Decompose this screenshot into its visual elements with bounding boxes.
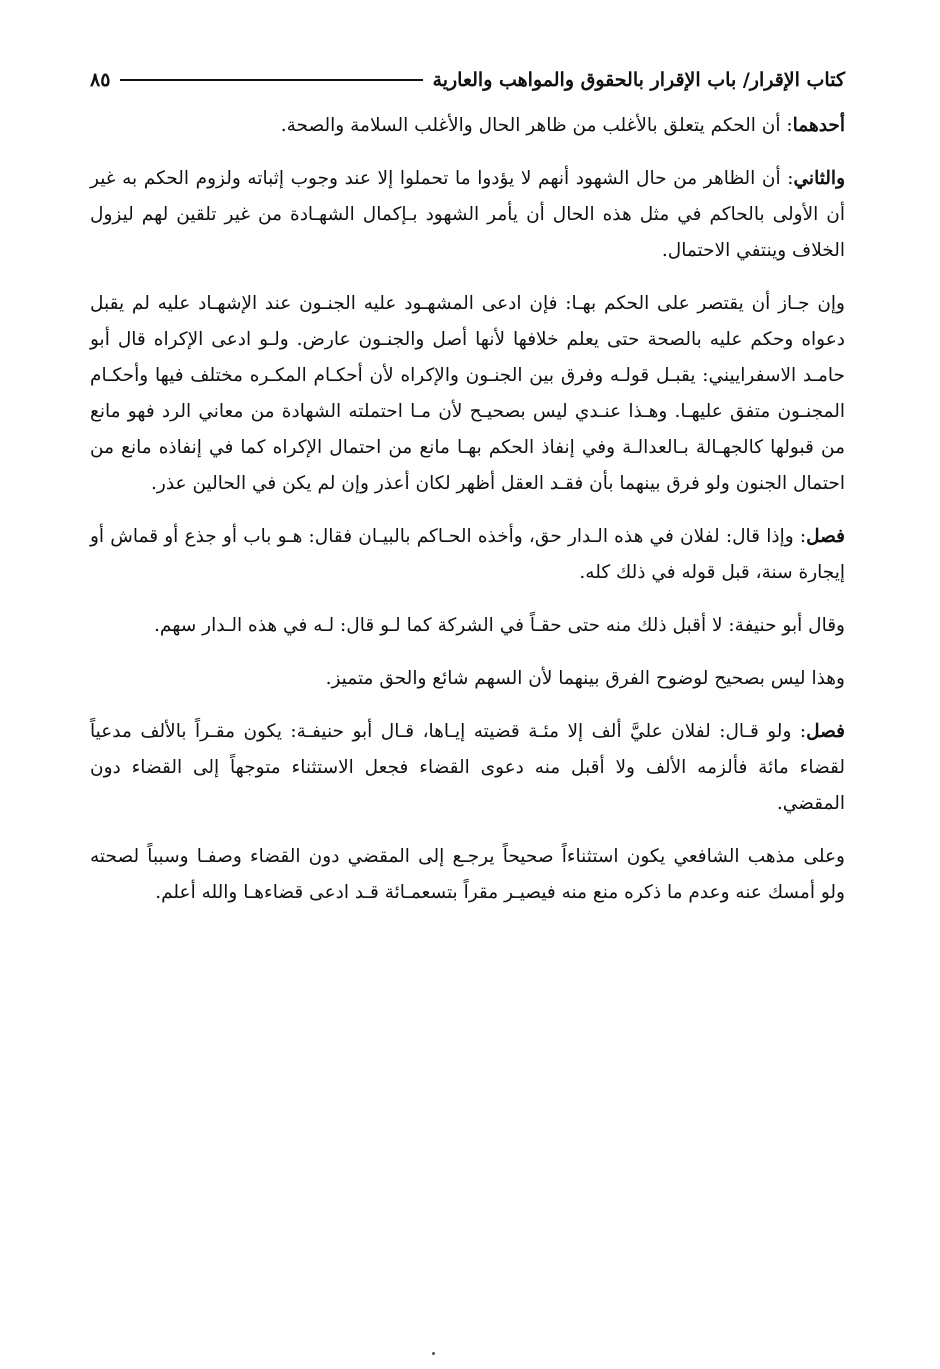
paragraph — [90, 161, 845, 269]
paragraph-text: وعلى مذهب الشافعي يكون استثناءاً صحيحاً يرجـع إلى المقضي دون القضاء وصفـا وسبباً لصحته ولو أمسك عنه وعدم ما ذكره منع منه فيصيـر مقراً بتسعمـائة قـد ادعى قضاءهـا والله أعلم. — [90, 846, 845, 903]
paragraph-lead: فصل — [806, 526, 845, 547]
header-rule — [120, 79, 422, 81]
scan-speck — [432, 1352, 435, 1355]
document-page — [90, 58, 845, 928]
paragraph-lead: أحدهما — [792, 115, 845, 136]
paragraph-text: وإن جـاز أن يقتصر على الحكم بهـا: فإن ادعى المشهـود عليه الجنـون عند الإشهـاد عليه لم يقبل دعواه وحكم عليه بالصحة حتى يعلم خلافها لأنها أصل والجنـون عارض. ولـو ادعى الإكراه قال أبو حامـد الاسفراييني: يقبـل قولـه وفرق بين الجنـون والإكراه لأن أحكـام المكـره مختلف فيها وأحكـام المجنـون متفق عليهـا. وهـذا عنـدي ليس بصحيـح لأن مـا احتملته الشهادة من معاني الرد فهو مانع من قبولها كالجهـالة بـالعدالـة وفي إنفاذ الحكم بهـا مانع من احتمال الإكراه كما في إنفاذه مانع من احتمال الجنون ولو فرق بينهما بأن فقـد العقل أظهر لكان أعذر وإن لم يكن في الحالين عذر. — [90, 293, 845, 494]
paragraph-text: وقال أبو حنيفة: لا أقبل ذلك منه حتى حقـاً في الشركة كما لـو قال: لـه في هذه الـدار سهم. — [154, 615, 845, 636]
paragraph-text: : وإذا قال: لفلان في هذه الـدار حق، وأخذه الحـاكم بالبيـان فقال: هـو باب أو جذع أو قماش أو إيجارة سنة، قبل قوله في ذلك كله. — [90, 526, 845, 583]
paragraph — [90, 519, 845, 591]
paragraph — [90, 661, 845, 697]
paragraph-text: : ولو قـال: لفلان عليَّ ألف إلا مئـة قضيته إيـاها، قـال أبو حنيفـة: يكون مقـراً بالألف مدعياً لقضاء مائة فألزمه الألف ولا أقبل منه دعوى القضاء فجعل الاستثناء متوجهاً إلى القضاء دون المقضي. — [90, 721, 845, 814]
paragraph — [90, 608, 845, 644]
paragraph-lead: والثاني — [793, 168, 845, 189]
paragraph — [90, 286, 845, 502]
paragraph-text: وهذا ليس بصحيح لوضوح الفرق بينهما لأن السهم شائع والحق متميز. — [325, 668, 845, 689]
paragraph-text: : أن الظاهر من حال الشهود أنهم لا يؤدوا ما تحملوا إلا عند وجوب إثباته ولزوم الحكم به غير أن الأولى بالحاكم في مثل هذه الحال أن يأمر الشهود بـإكمال الشهـادة من غير تلقين لهم ليزول الخلاف وينتفي الاحتمال. — [90, 168, 845, 261]
paragraph — [90, 839, 845, 911]
paragraph — [90, 714, 845, 822]
page-number: ٨٥ — [90, 69, 111, 91]
header-title: كتاب الإقرار/ باب الإقرار بالحقوق والمواهب والعارية — [432, 69, 845, 91]
paragraph-text: : أن الحكم يتعلق بالأغلب من ظاهر الحال والأغلب السلامة والصحة. — [280, 115, 793, 136]
paragraph — [90, 108, 845, 144]
paragraph-lead: فصل — [806, 721, 845, 742]
running-header — [90, 58, 845, 102]
